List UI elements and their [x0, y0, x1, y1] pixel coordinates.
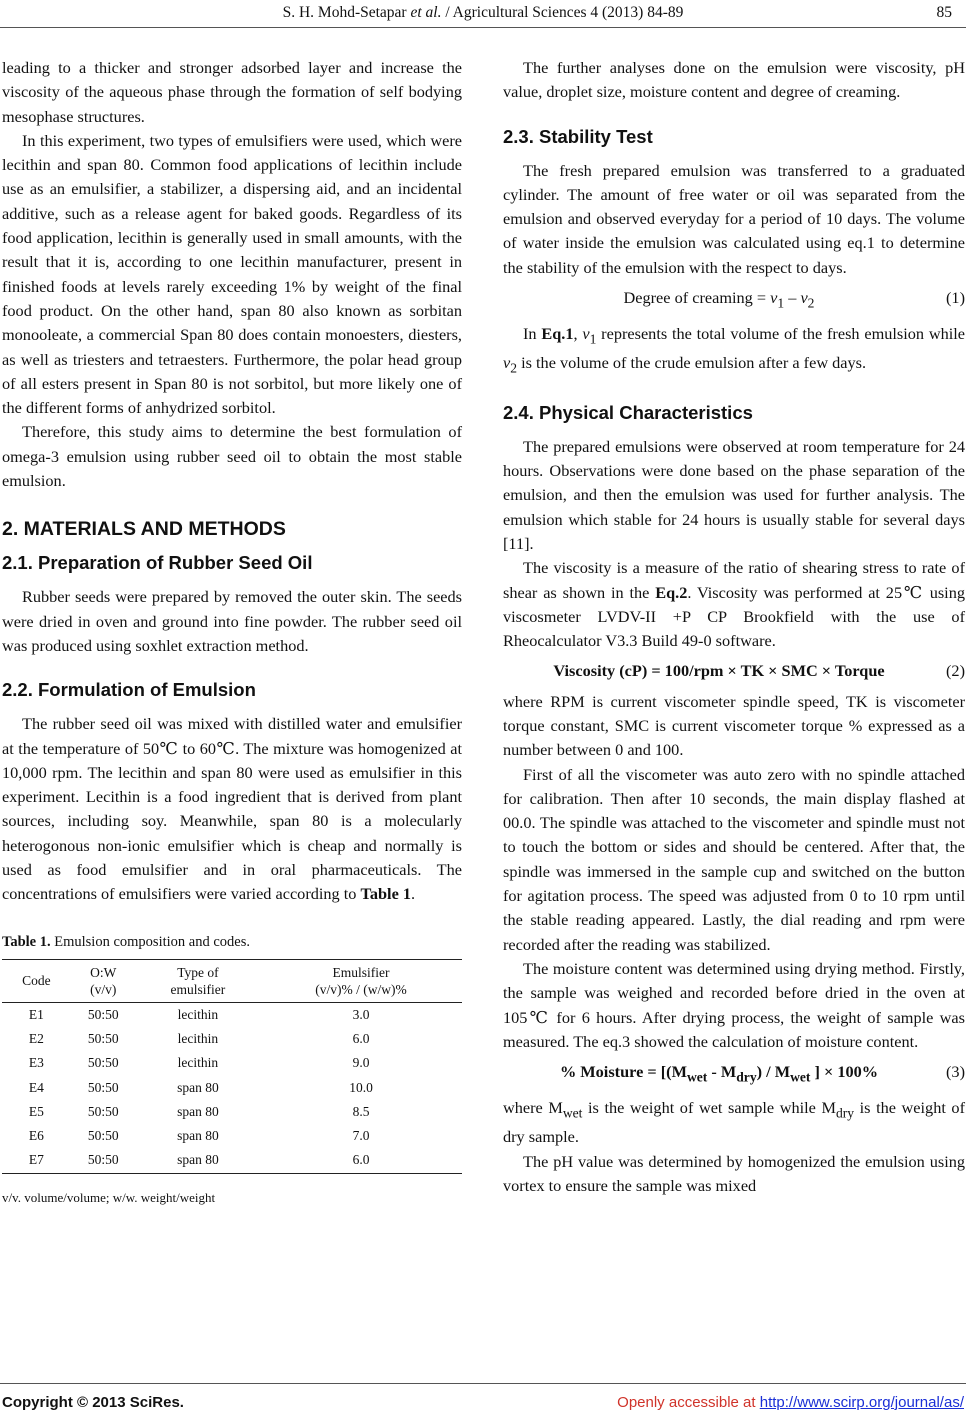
paragraph: In this experiment, two types of emulsifiers were used, which were lecithin and span 80. Common food applications of lecithin include use as an emulsifier, a stabilizer, a dispersing aid, and an incidental additive, such as a release agent for baked goods. Regardless of its food application, lecithin is generally used in small amounts, with the result that it is, according to one lecithin manufacturer, present in finished foods at levels rarely exceeding 1% by weight of the final food product. On the other hand, span 80 also known as sorbitan monooleate, a commercial Span 80 does contain monoesters, diesters, as well as triesters and tetraesters. Furthermore, the polar head group of all esters present in Span 80 is not sorbitol, but more likely one of the different forms of anhydrized sorbitol.: [2, 130, 462, 418]
paragraph: The fresh prepared emulsion was transferred to a graduated cylinder. The amount of free water or oil was separated from the emulsion and observed everyday for a period of 10 days. The volume of water inside the emulsion was calculated using eq.1 to determine the stability of the emulsion with the respect to days.: [503, 160, 965, 277]
header-etal: et al.: [410, 4, 442, 21]
equation-2: Viscosity (cP) = 100/rpm × TK × SMC × Torque (2): [503, 659, 965, 683]
table-note: v/v. volume/volume; w/w. weight/weight: [2, 1189, 216, 1205]
subsection-heading: 2.2. Formulation of Emulsion: [2, 679, 256, 701]
header-authors: S. H. Mohd-Setapar: [282, 4, 411, 21]
paragraph: The viscosity is a measure of the ratio of shearing stress to rate of shear as shown in the Eq.2. Viscosity was performed at 25℃ using viscosmeter LVDV-II +P CP Brookfield with the use of Rheocalculator V3.3 Build 49-0 software.: [503, 558, 965, 651]
equation-1: Degree of creaming = $v_1 - v_2$ (1): [503, 286, 965, 316]
table-row: E2 50:50 lecithin 6.0: [28, 1030, 370, 1046]
paragraph: In Eq.1, $v_1$ represents the total volume of the fresh emulsion while $v_2$ is the volume of the crude emulsion after a few days.: [503, 323, 965, 376]
paragraph: The pH value was determined by homogenized the emulsion using vortex to ensure the sample was mixed: [503, 1151, 965, 1195]
table-row: E1 50:50 lecithin 3.0: [28, 1006, 370, 1022]
header-rule: [0, 27, 966, 28]
equation-reference: Eq.1: [541, 323, 574, 343]
table-reference: Table 1: [360, 884, 412, 904]
paragraph: The further analyses done on the emulsion were viscosity, pH value, droplet size, moisture content and degree of creaming.: [503, 58, 965, 102]
header-journal: / Agricultural Sciences 4 (2013) 84-89: [441, 4, 684, 21]
column-header: Code: [22, 973, 51, 989]
table-caption: Table 1. Emulsion composition and codes.: [2, 933, 250, 950]
paragraph: First of all the viscometer was auto zero with no spindle attached for calibration. Then after 10 seconds, the main display flashed at 00.0. The spindle was attached to the viscometer and spindle must not to touch the bottom or sides and should be centered. After that, the spindle was immersed in the sample cup and switched on the button for agitation process. The speed was adjusted from 0 to 10 rpm until the stable reading appeared. Lastly, the dial reading and rpm were recorded after the reading was stabilized.: [503, 764, 965, 954]
paragraph: Rubber seeds were prepared by removed the outer skin. The seeds were dried in oven and ground into fine powder. The rubber seed oil was produced using soxhlet extraction method.: [2, 587, 462, 655]
table-row: E3 50:50 lecithin 9.0: [28, 1055, 370, 1071]
column-header: Emulsifier (v/v)% / (w/w)%: [315, 964, 407, 997]
equation-reference: Eq.2: [655, 582, 688, 602]
section-heading: 2. MATERIALS AND METHODS: [2, 518, 286, 541]
open-access-notice: Openly accessible at http://www.scirp.org/journal/as/: [617, 1394, 964, 1411]
table-row: E5 50:50 span 80 8.5: [28, 1103, 370, 1119]
equation-3: % Moisture = [$(M_{wet} - M_{dry}) / M_{wet}$ ] × 100% (3): [503, 1060, 965, 1090]
column-header: O:W (v/v): [90, 964, 117, 997]
subsection-heading: 2.4. Physical Characteristics: [503, 401, 753, 423]
table-row: E4 50:50 span 80 10.0: [28, 1079, 373, 1095]
running-head: [0, 4, 966, 22]
right-column: [503, 56, 965, 1198]
paragraph: The rubber seed oil was mixed with distilled water and emulsifier at the temperature of 50℃ to 60℃. The mixture was homogenized at 10,000 rpm. The lecithin and span 80 were used as emulsifier in this experiment. Lecithin is a food ingredient that is derived from plant sources, including soy. Meanwhile, span 80 is a molecularly heterogonous non-ionic emulsifier which is cheap and normally is used as food emulsifier and in oral pharmaceuticals. The concentrations of emulsifiers were varied according to Table 1.: [2, 714, 462, 904]
column-header: Type of emulsifier: [170, 964, 226, 997]
equation-number: (1): [946, 288, 965, 308]
table-row: E7 50:50 span 80 6.0: [2, 1148, 462, 1173]
paragraph: leading to a thicker and stronger adsorbed layer and increase the viscosity of the aqueous phase through the formation of self bodying mesophase structures.: [2, 58, 462, 126]
composition-table: [2, 959, 462, 1174]
paragraph: The moisture content was determined using drying method. Firstly, the sample was weighed and recorded before dried in the oven at 105℃ for 6 hours. After drying process, the weight of sample was measured. The eq.3 showed the calculation of moisture content.: [503, 958, 965, 1051]
page-number: 85: [936, 4, 952, 21]
table-header-row: [2, 959, 462, 1002]
left-column: [2, 56, 462, 1210]
footer-rule: [0, 1383, 966, 1384]
paragraph: Therefore, this study aims to determine the best formulation of omega-3 emulsion using rubber seed oil to obtain the most stable emulsion.: [2, 422, 462, 491]
equation-number: (2): [946, 661, 965, 681]
paragraph: where RPM is current viscometer spindle speed, TK is viscometer torque constant, SMC is current viscometer torque % expressed as a number between 0 and 100.: [503, 691, 965, 760]
paragraph: where $M_{wet}$ is the weight of wet sample while $M_{dry}$ is the weight of dry sample.: [503, 1097, 965, 1147]
page-header: [0, 0, 966, 28]
subsection-heading: 2.3. Stability Test: [503, 125, 653, 147]
subsection-heading: 2.1. Preparation of Rubber Seed Oil: [2, 552, 313, 574]
table-row: E6 50:50 span 80 7.0: [28, 1128, 370, 1144]
equation-number: (3): [946, 1062, 965, 1082]
journal-link[interactable]: http://www.scirp.org/journal/as/: [759, 1394, 964, 1411]
copyright-notice: Copyright © 2013 SciRes.: [2, 1394, 184, 1411]
paragraph: The prepared emulsions were observed at room temperature for 24 hours. Observations were done based on the phase separation of the emulsion, and then the emulsion was used for further analysis. The emulsion which stable for 24 hours is usually stable for several days [11].: [503, 436, 965, 553]
